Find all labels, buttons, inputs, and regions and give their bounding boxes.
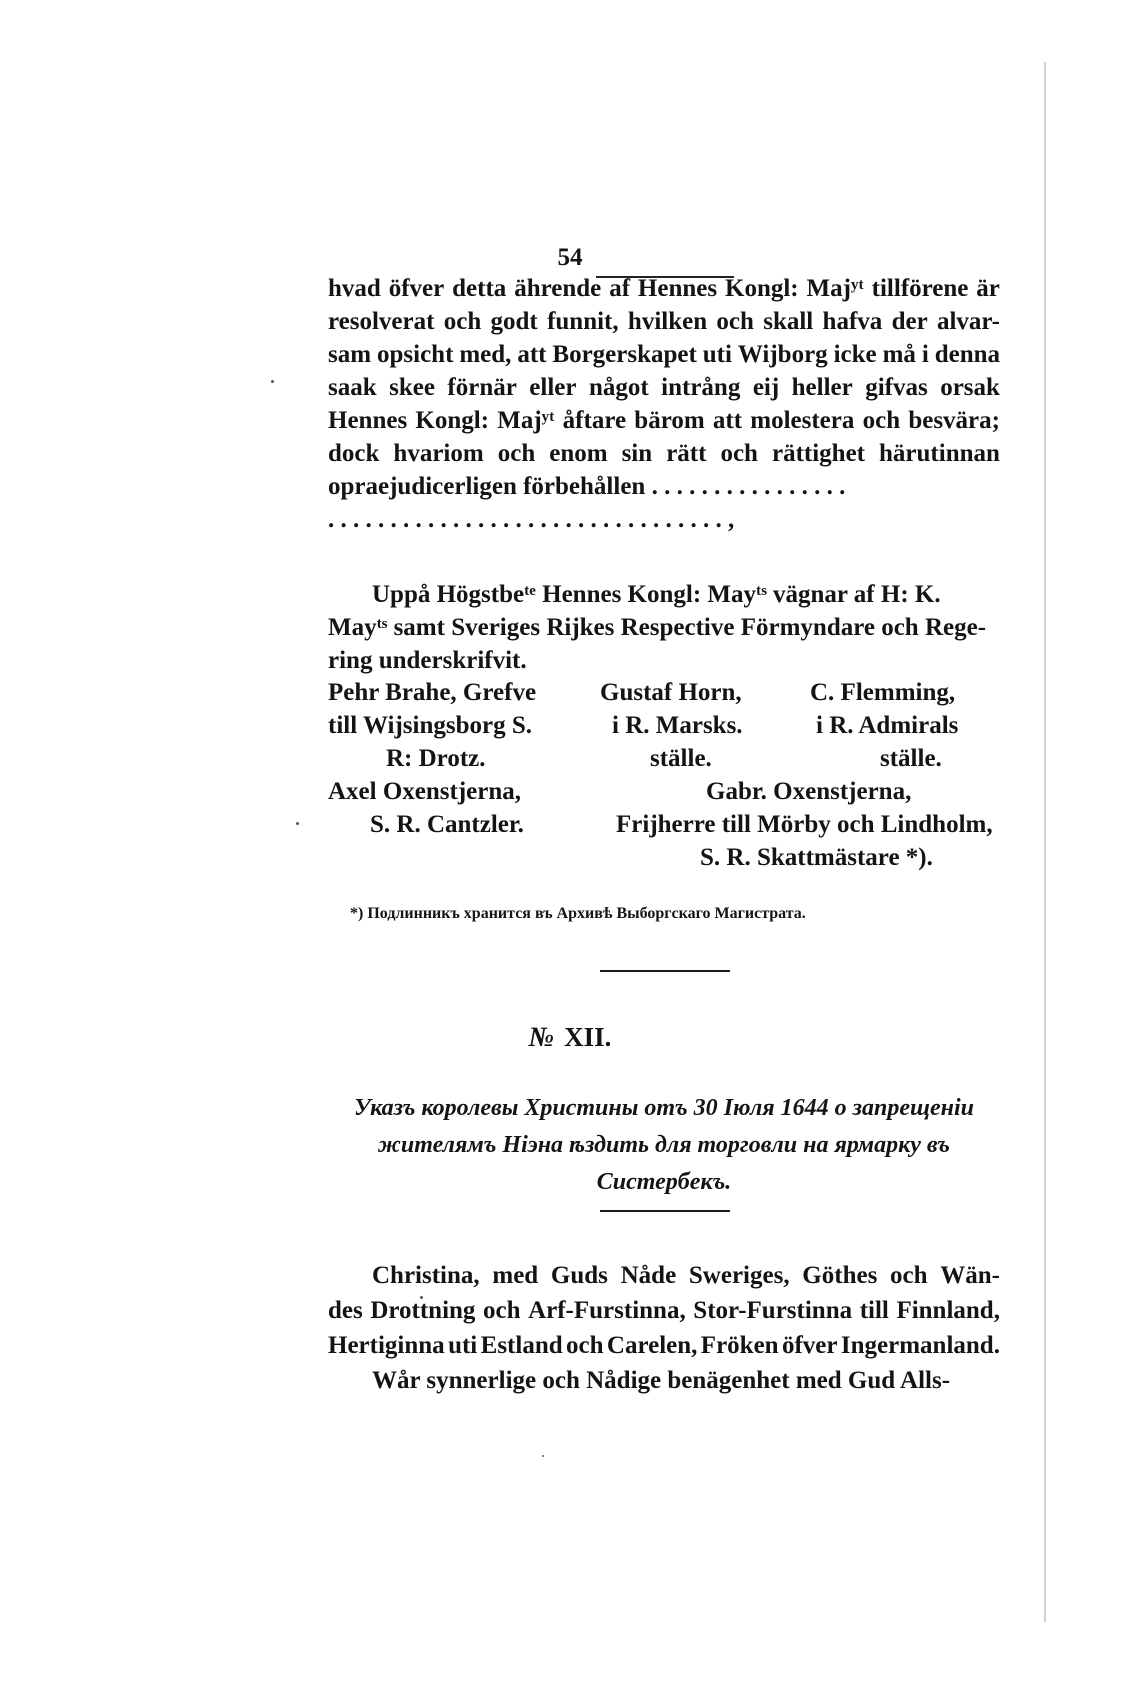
footnote: *) Подлинникъ хранится въ Архивѣ Выборгскаго Магистрата. — [350, 905, 806, 922]
signature-flemming-3: ställe. — [880, 745, 942, 772]
signature-gabr-3: S. R. Skattmästare *). — [700, 844, 933, 871]
print-speck — [271, 380, 274, 383]
separator-rule — [600, 970, 730, 972]
print-speck — [542, 1455, 544, 1457]
print-speck — [296, 822, 299, 825]
text-line: resolverat och godt funnit, hvilken och skall hafva der alvar- — [328, 308, 1000, 335]
signature-horn-2: i R. Marsks. — [612, 712, 743, 739]
title-line: Систербекъ. — [596, 1169, 732, 1195]
page-edge-line — [1044, 62, 1046, 1622]
text-line: saak skee förnär eller något intrång eij heller gifvas orsak — [328, 374, 1000, 401]
text-line: Mayᵗˢ samt Sveriges Rijkes Respective Förmyndare och Rege- — [328, 614, 987, 641]
title-line: жителямъ Нiэна ѣздить для торговли на ярмарку въ — [378, 1132, 950, 1158]
text-line: dock hvariom och enom sin rätt och rättighet härutinnan — [328, 440, 1000, 467]
signature-flemming-1: C. Flemming, — [810, 679, 956, 706]
signature-brahe-2: till Wijsingsborg S. — [328, 712, 532, 739]
text-line: Wår synnerlige och Nådige benägenhet med Gud Alls- — [372, 1367, 951, 1394]
text-line: Christina, med Guds Nåde Sweriges, Göthes och Wän- — [372, 1262, 1000, 1289]
text-line: hvad öfver detta ährende af Hennes Kongl: Majʸᵗ tillförene är — [328, 275, 1000, 302]
paragraph-1 — [328, 272, 1000, 536]
text-line: sam opsicht med, att Borgerskapet uti Wijborg icke må i denna — [328, 341, 1000, 368]
numero-sign: № — [528, 1022, 555, 1053]
signature-oxenstjerna-1: Axel Oxenstjerna, — [328, 778, 522, 805]
signature-gabr-1: Gabr. Oxenstjerna, — [706, 778, 912, 805]
text-line: Hennes Kongl: Majʸᵗ åftare bärom att molestera och besvära; — [328, 407, 1000, 434]
separator-rule — [600, 1210, 730, 1212]
signature-horn-3: ställe. — [650, 745, 712, 772]
russian-title — [328, 1090, 1000, 1201]
dots-line: . . . . . . . . . . . . . . . . . . . . . . . . . . . . . . . . , — [328, 506, 735, 533]
signature-brahe-3: R: Drotz. — [386, 745, 486, 772]
signature-brahe-1: Pehr Brahe, Grefve — [328, 679, 537, 706]
text-line: opraejudicerligen förbehållen . . . . . . . . . . . . . . . . — [328, 473, 846, 500]
text-line: Uppå Högstbeᵗᵉ Hennes Kongl: Mayᵗˢ vägnar af H: K. — [372, 581, 941, 608]
text-line: Hertiginna uti Estland och Carelen, Fröken öfver Ingermanland. — [328, 1332, 1000, 1359]
paragraph-2 — [328, 578, 1000, 677]
paragraph-3 — [328, 1258, 1000, 1398]
page-number: 54 — [557, 244, 583, 271]
section-number: XII. — [564, 1022, 612, 1052]
text-line: des Drottning och Arf-Furstinna, Stor-Furstinna till Finnland, — [328, 1297, 1000, 1324]
signature-gabr-2: Frijherre till Mörby och Lindholm, — [616, 811, 993, 838]
signature-horn-1: Gustaf Horn, — [600, 679, 742, 706]
section-heading — [0, 1022, 1140, 1054]
title-line: Указъ королевы Христины отъ 30 Іюля 1644 о запрещеніи — [354, 1095, 974, 1121]
signature-flemming-2: i R. Admirals — [816, 712, 959, 739]
text-line: ring underskrifvit. — [328, 647, 527, 674]
signature-oxenstjerna-2: S. R. Cantzler. — [370, 811, 524, 838]
